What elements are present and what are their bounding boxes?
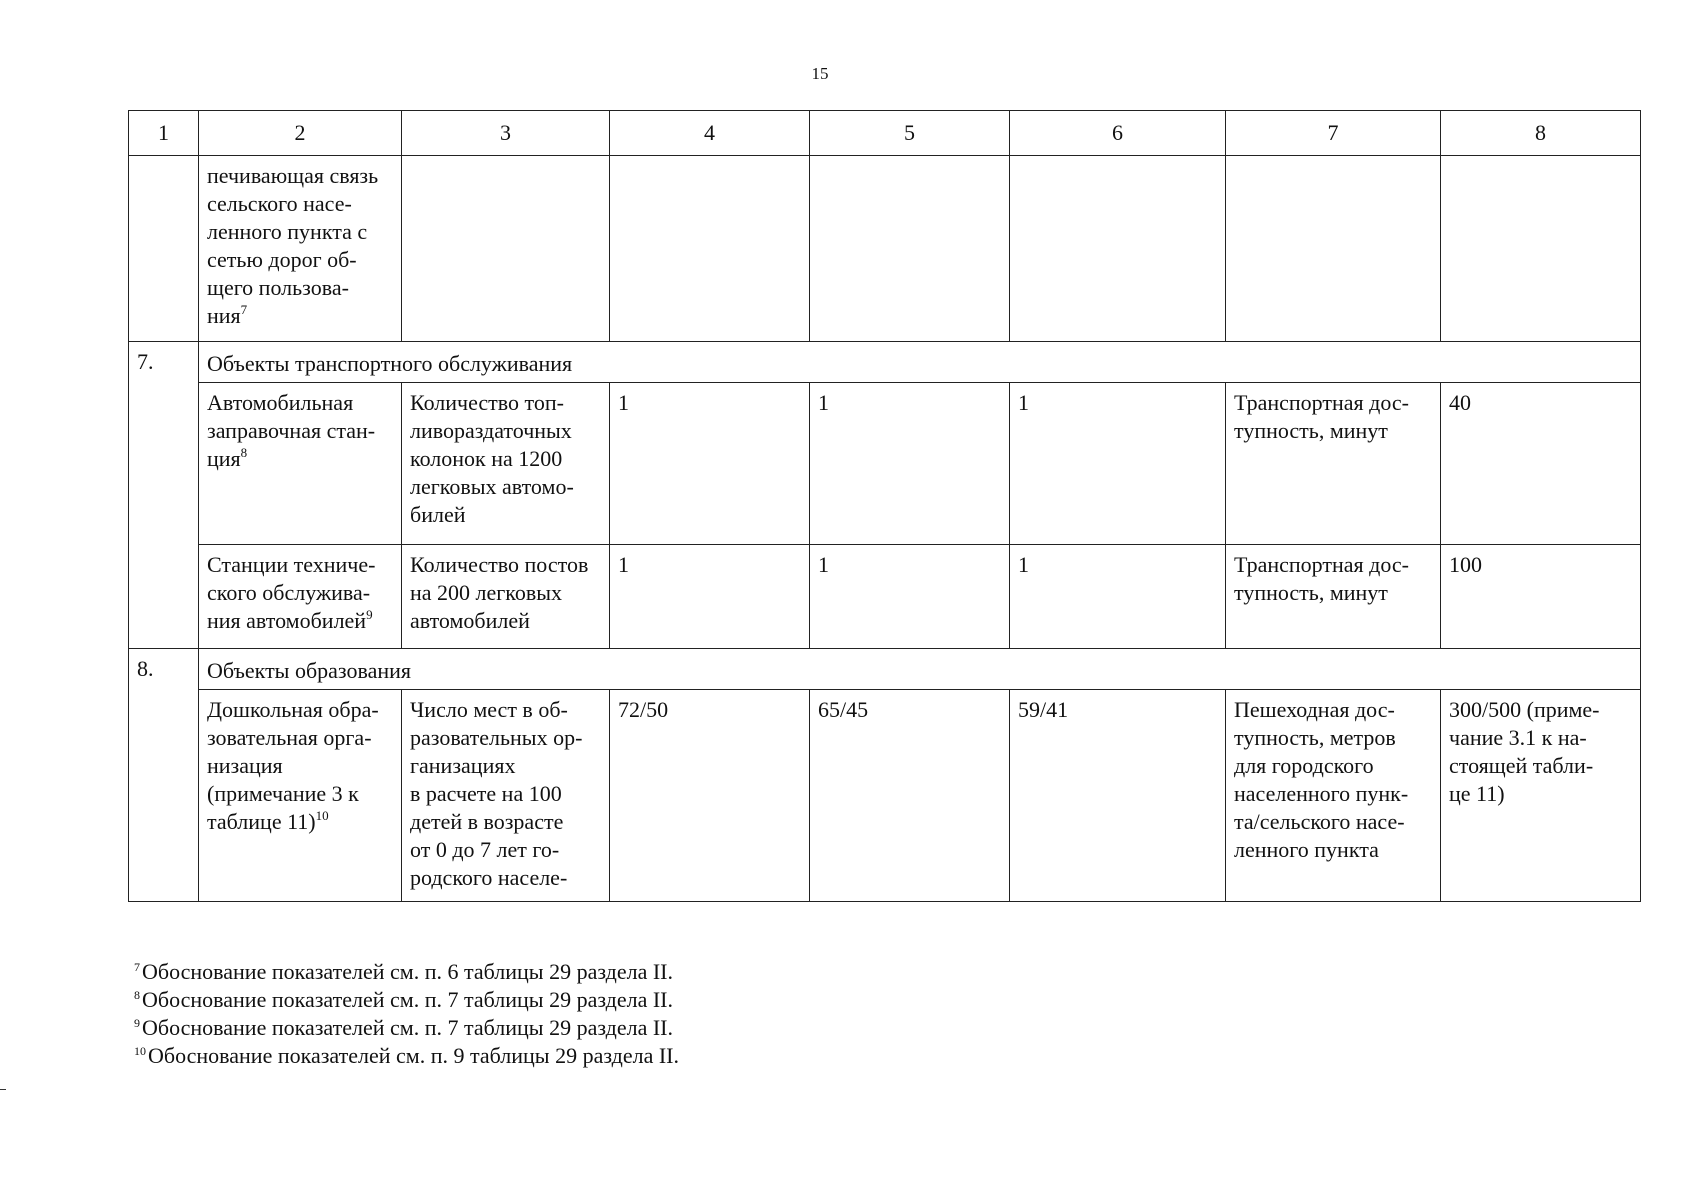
column-header: 1 xyxy=(129,111,199,156)
table-cell xyxy=(129,156,199,342)
section-title: Объекты транспортного обслуживания xyxy=(199,342,1641,383)
column-header: 7 xyxy=(1226,111,1441,156)
footnote-ref: 10 xyxy=(315,808,329,823)
column-header: 5 xyxy=(810,111,1010,156)
page-number: 15 xyxy=(811,64,829,83)
accessibility-type: Транспортная дос- тупность, минут xyxy=(1226,383,1441,545)
footnote-text: Обоснование показателей см. п. 6 таблицы 29 раздела II. xyxy=(142,959,673,984)
footnote-ref: 8 xyxy=(240,445,248,460)
value-col6: 1 xyxy=(1010,545,1226,649)
object-name xyxy=(199,690,402,902)
footnote xyxy=(134,958,679,986)
value-col4: 72/50 xyxy=(610,690,810,902)
footnote-number: 9 xyxy=(134,1016,140,1030)
section-row-8 xyxy=(129,649,1641,690)
section-row-7 xyxy=(129,342,1641,383)
object-name xyxy=(199,383,402,545)
footnote-number: 8 xyxy=(134,988,140,1002)
section-title: Объекты образования xyxy=(199,649,1641,690)
table-cell xyxy=(810,156,1010,342)
table-row xyxy=(129,383,1641,545)
footnote-number: 10 xyxy=(134,1044,146,1058)
norms-table xyxy=(128,110,1641,902)
object-name-text: Автомобильная заправочная стан- ция xyxy=(207,390,376,471)
accessibility-value: 40 xyxy=(1441,383,1641,545)
continued-object-name xyxy=(199,156,402,342)
footnote-text: Обоснование показателей см. п. 7 таблицы 29 раздела II. xyxy=(142,1015,673,1040)
continued-row xyxy=(129,156,1641,342)
indicator: Число мест в об- разовательных ор- ганизациях в расчете на 100 детей в возрасте от 0 до 7 лет го- родского населе- xyxy=(402,690,610,902)
footnote xyxy=(134,986,679,1014)
footnotes xyxy=(134,958,679,1070)
footnote-ref: 7 xyxy=(240,302,248,317)
footnote-number: 7 xyxy=(134,960,140,974)
accessibility-value: 300/500 (приме- чание 3.1 к на- стоящей табли- це 11) xyxy=(1441,690,1641,902)
table-cell xyxy=(1441,156,1641,342)
value-col4: 1 xyxy=(610,545,810,649)
object-name-text: Станции техниче- ского обслужива- ния автомобилей xyxy=(207,552,376,633)
table-cell xyxy=(1226,156,1441,342)
table-row xyxy=(129,545,1641,649)
value-col5: 1 xyxy=(810,545,1010,649)
continued-text: печивающая связь сельского насе- ленного пункта с сетью дорог об- щего пользова- ния xyxy=(207,163,379,328)
value-col6: 59/41 xyxy=(1010,690,1226,902)
footnote-ref: 9 xyxy=(366,607,373,622)
table-cell xyxy=(1010,156,1226,342)
column-header: 2 xyxy=(199,111,402,156)
indicator: Количество постов на 200 легковых автомобилей xyxy=(402,545,610,649)
accessibility-type: Пешеходная дос- тупность, метров для городского населенного пунк- та/сельского насе- ленного пункта xyxy=(1226,690,1441,902)
value-col6: 1 xyxy=(1010,383,1226,545)
footnote xyxy=(134,1042,679,1070)
object-name-text: Дошкольная обра- зовательная орга- низация (примечание 3 к таблице 11) xyxy=(207,697,379,834)
column-header: 4 xyxy=(610,111,810,156)
table-row xyxy=(129,690,1641,902)
accessibility-value: 100 xyxy=(1441,545,1641,649)
column-header: 8 xyxy=(1441,111,1641,156)
table-cell xyxy=(610,156,810,342)
column-number-row xyxy=(129,111,1641,156)
value-col5: 1 xyxy=(810,383,1010,545)
section-number: 8. xyxy=(129,649,199,902)
section-number: 7. xyxy=(129,342,199,649)
value-col4: 1 xyxy=(610,383,810,545)
column-header: 3 xyxy=(402,111,610,156)
object-name xyxy=(199,545,402,649)
footnote-text: Обоснование показателей см. п. 9 таблицы 29 раздела II. xyxy=(148,1043,679,1068)
indicator: Количество топ- ливораздаточных колонок на 1200 легковых автомо- билей xyxy=(402,383,610,545)
column-header: 6 xyxy=(1010,111,1226,156)
table-cell xyxy=(402,156,610,342)
value-col5: 65/45 xyxy=(810,690,1010,902)
accessibility-type: Транспортная дос- тупность, минут xyxy=(1226,545,1441,649)
footnote-text: Обоснование показателей см. п. 7 таблицы 29 раздела II. xyxy=(142,987,673,1012)
scan-edge-mark xyxy=(0,1089,6,1090)
footnote xyxy=(134,1014,679,1042)
